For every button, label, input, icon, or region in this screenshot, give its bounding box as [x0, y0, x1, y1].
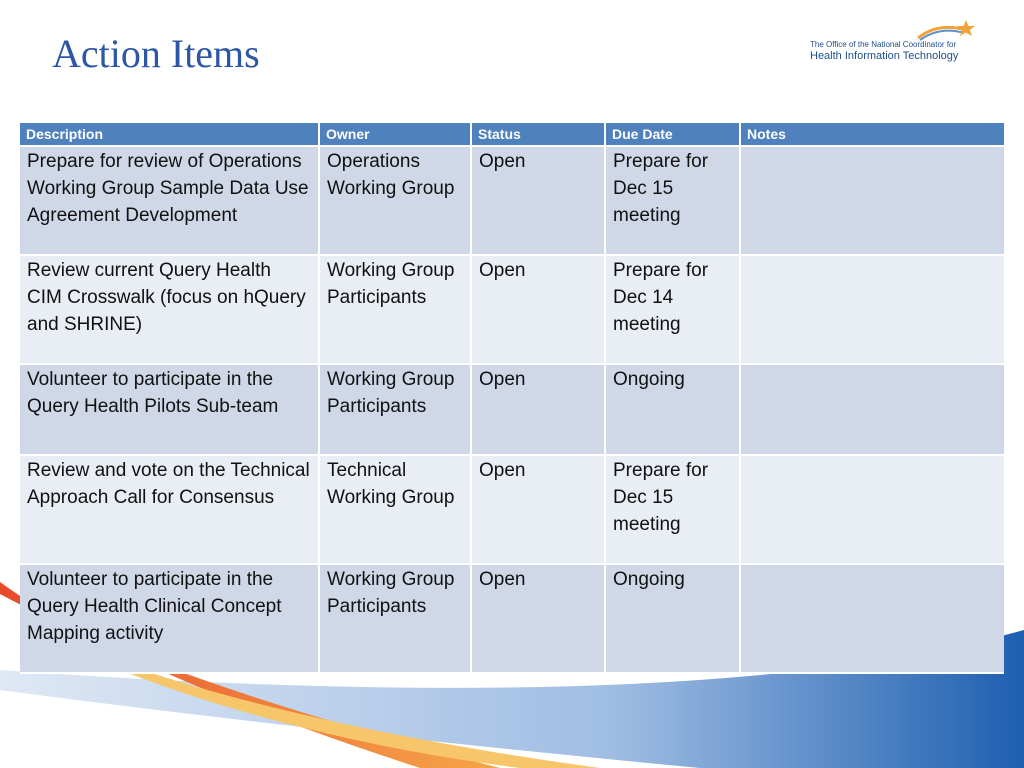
cell-due-date: Ongoing	[606, 565, 741, 674]
cell-description: Volunteer to participate in the Query Health Clinical Concept Mapping activity	[20, 565, 320, 674]
cell-due-date: Prepare for Dec 14 meeting	[606, 256, 741, 365]
cell-notes	[741, 365, 1004, 456]
cell-notes	[741, 565, 1004, 674]
cell-status: Open	[472, 147, 606, 256]
slide-title: Action Items	[52, 31, 260, 76]
cell-owner: Working Group Participants	[320, 365, 472, 456]
logo-text-line1: The Office of the National Coordinator for	[810, 40, 957, 49]
header-due-date: Due Date	[606, 123, 741, 147]
table-row	[20, 147, 1004, 256]
cell-description: Review current Query Health CIM Crosswalk (focus on hQuery and SHRINE)	[20, 256, 320, 365]
action-items-table	[20, 123, 1004, 674]
table-row	[20, 565, 1004, 674]
table-row	[20, 365, 1004, 456]
cell-due-date: Prepare for Dec 15 meeting	[606, 147, 741, 256]
table-header-row	[20, 123, 1004, 147]
onc-logo	[808, 20, 978, 68]
cell-due-date: Ongoing	[606, 365, 741, 456]
cell-notes	[741, 456, 1004, 565]
cell-status: Open	[472, 256, 606, 365]
cell-owner: Working Group Participants	[320, 256, 472, 365]
logo-text-line2: Health Information Technology	[810, 50, 959, 62]
table-row	[20, 456, 1004, 565]
cell-due-date: Prepare for Dec 15 meeting	[606, 456, 741, 565]
header-notes: Notes	[741, 123, 1004, 147]
cell-description: Prepare for review of Operations Working Group Sample Data Use Agreement Development	[20, 147, 320, 256]
table-row	[20, 256, 1004, 365]
cell-status: Open	[472, 365, 606, 456]
cell-description: Volunteer to participate in the Query Health Pilots Sub-team	[20, 365, 320, 456]
cell-owner: Operations Working Group	[320, 147, 472, 256]
header-owner: Owner	[320, 123, 472, 147]
header-description: Description	[20, 123, 320, 147]
cell-notes	[741, 147, 1004, 256]
cell-owner: Technical Working Group	[320, 456, 472, 565]
cell-status: Open	[472, 565, 606, 674]
cell-owner: Working Group Participants	[320, 565, 472, 674]
header-status: Status	[472, 123, 606, 147]
cell-status: Open	[472, 456, 606, 565]
cell-description: Review and vote on the Technical Approach Call for Consensus	[20, 456, 320, 565]
cell-notes	[741, 256, 1004, 365]
